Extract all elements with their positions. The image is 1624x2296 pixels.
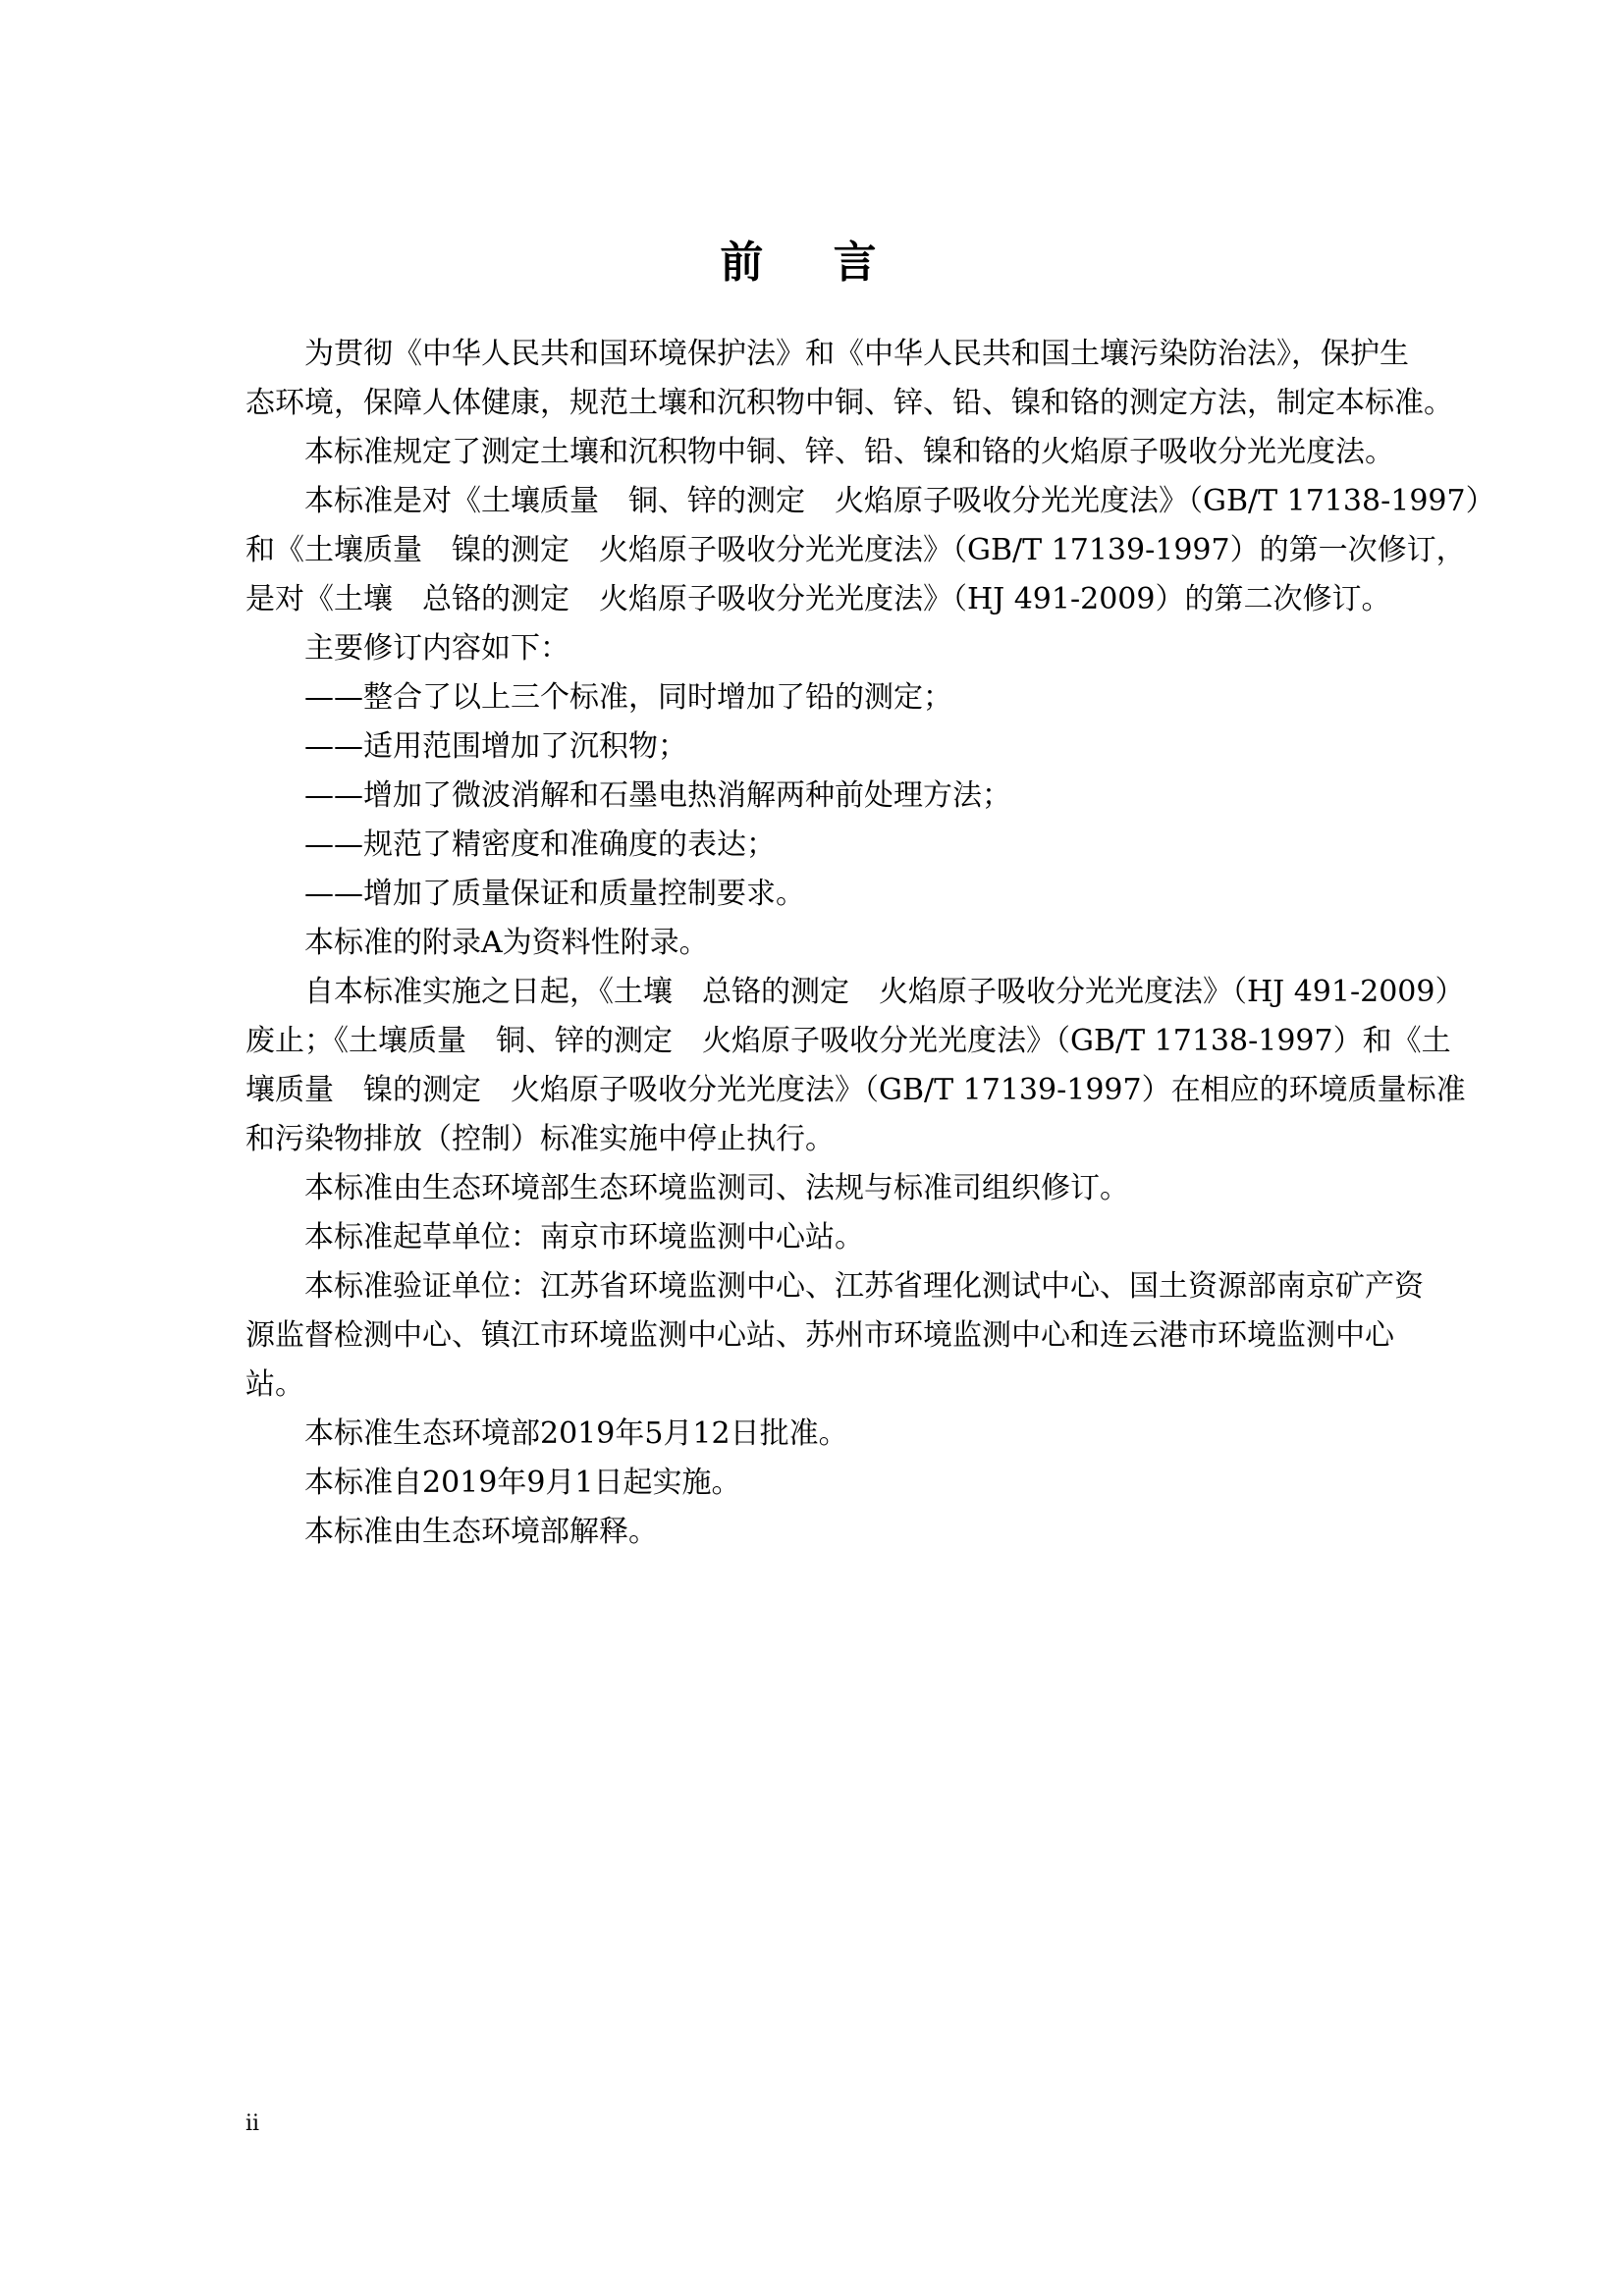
list-item: ——适用范围增加了沉积物；	[304, 729, 687, 764]
list-item: ——规范了精密度和准确度的表达；	[304, 828, 776, 862]
page-number: ii	[245, 2111, 260, 2136]
body-line: 本标准验证单位：江苏省环境监测中心、江苏省理化测试中心、国土资源部南京矿产资	[304, 1269, 1424, 1304]
body-line: 本标准生态环境部2019年5月12日批准。	[304, 1416, 848, 1451]
body-line: 本标准由生态环境部解释。	[304, 1515, 658, 1549]
body-line: 废止；《土壤质量 铜、锌的测定 火焰原子吸收分光光度法》（GB/T 17138-1997）和《土	[245, 1024, 1451, 1058]
body-line: 源监督检测中心、镇江市环境监测中心站、苏州市环境监测中心和连云港市环境监测中心	[245, 1318, 1394, 1353]
body-line: 站。	[245, 1367, 304, 1402]
body-line: 本标准的附录A为资料性附录。	[304, 926, 709, 960]
body-line: 本标准自2019年9月1日起实施。	[304, 1466, 741, 1500]
page-title: 前 言	[720, 238, 904, 288]
body-line: 本标准是对《土壤质量 铜、锌的测定 火焰原子吸收分光光度法》（GB/T 17138-1997）	[304, 484, 1495, 518]
body-line: 和污染物排放（控制）标准实施中停止执行。	[245, 1122, 835, 1156]
body-line: 本标准规定了测定土壤和沉积物中铜、锌、铅、镍和铬的火焰原子吸收分光光度法。	[304, 435, 1394, 469]
body-line: 主要修订内容如下：	[304, 631, 569, 666]
body-line: 是对《土壤 总铬的测定 火焰原子吸收分光光度法》（HJ 491-2009）的第二次修订。	[245, 582, 1391, 616]
body-line: 本标准由生态环境部生态环境监测司、法规与标准司组织修订。	[304, 1171, 1129, 1205]
list-item: ——增加了质量保证和质量控制要求。	[304, 877, 805, 911]
list-item: ——增加了微波消解和石墨电热消解两种前处理方法；	[304, 778, 1011, 813]
body-line: 和《土壤质量 镍的测定 火焰原子吸收分光光度法》（GB/T 17139-1997）的第一次修订，	[245, 533, 1466, 567]
body-line: 自本标准实施之日起，《土壤 总铬的测定 火焰原子吸收分光光度法》（HJ 491-2009）	[304, 975, 1465, 1009]
body-line: 为贯彻《中华人民共和国环境保护法》和《中华人民共和国土壤污染防治法》，保护生	[304, 337, 1409, 371]
body-line: 态环境，保障人体健康，规范土壤和沉积物中铜、锌、铅、镍和铬的测定方法，制定本标准。	[245, 386, 1453, 420]
list-item: ——整合了以上三个标准，同时增加了铅的测定；	[304, 680, 952, 715]
body-line: 壤质量 镍的测定 火焰原子吸收分光光度法》（GB/T 17139-1997）在相应的环境质量标准	[245, 1073, 1466, 1107]
body-line: 本标准起草单位：南京市环境监测中心站。	[304, 1220, 864, 1255]
